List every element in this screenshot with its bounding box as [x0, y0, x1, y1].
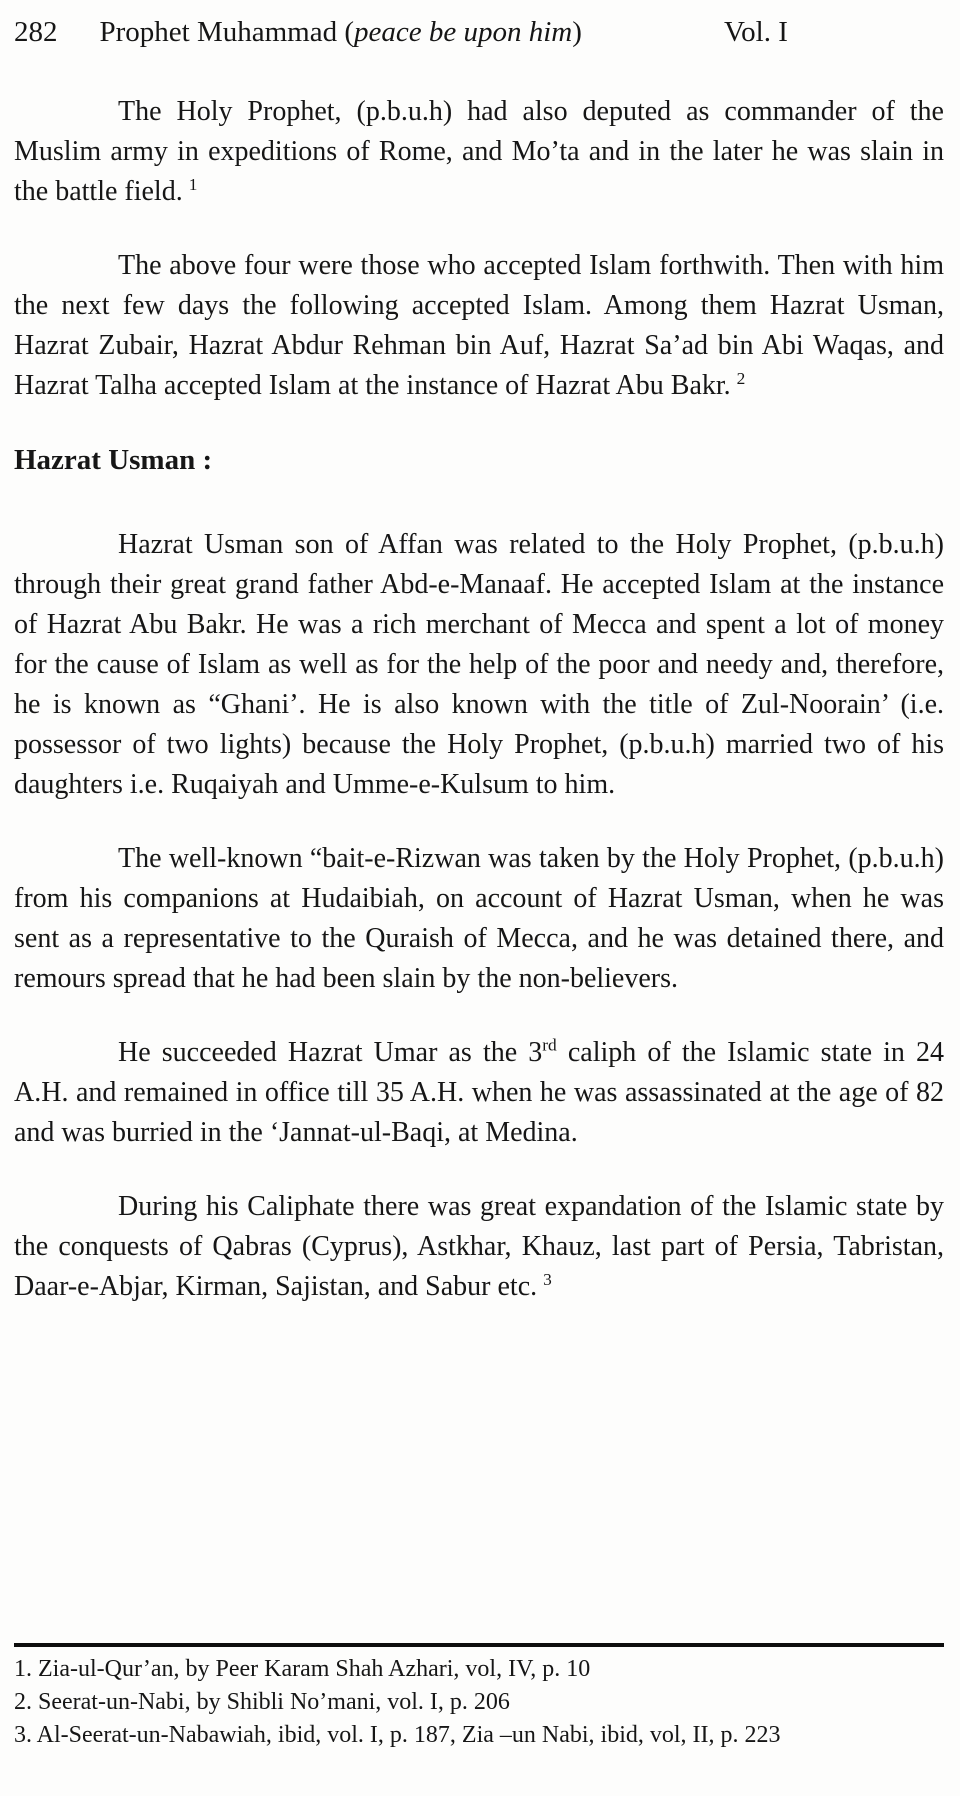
- paragraph-5-text-end: caliph of the Islamic state in 24 A.H. and remained in office till 35 A.H. when he was assassinated at the age of 82 and was burried in the ‘Jannat-ul-Baqi, at Medina.: [14, 1037, 945, 1148]
- paragraph-6: [14, 1187, 944, 1307]
- paragraph-5: [14, 1033, 944, 1153]
- running-header: [14, 12, 944, 52]
- footnote-3: 3. Al-Seerat-un-Nabawiah, ibid, vol. I, p. 187, Zia –un Nabi, ibid, vol, II, p. 223: [14, 1722, 781, 1748]
- footnote-1: 1. Zia-ul-Qur’an, by Peer Karam Shah Azhari, vol, IV, p. 10: [14, 1656, 591, 1682]
- paragraph-2-text: The above four were those who accepted Islam forthwith. Then with him the next few days the following accepted Islam. Among them Hazrat Usman, Hazrat Zubair, Hazrat Abdur Rehman bin Auf, Hazrat Sa’ad bin Abi Waqas, and Hazrat Talha accepted Islam at the instance of Hazrat Abu Bakr.: [14, 250, 944, 401]
- paragraph-3: Hazrat Usman son of Affan was related to the Holy Prophet, (p.b.u.h) through their great grand father Abd-e-Manaaf. He accepted Islam at the instance of Hazrat Abu Bakr. He was a rich merchant of Mecca and spent a lot of money for the cause of Islam as well as for the help of the poor and needy and, therefore, he is known as “Ghani’. He is also known with the title of Zul-Noorain’ (i.e. possessor of two lights) because the Holy Prophet, (p.b.u.h) married two of his daughters i.e. Ruqaiyah and Umme-e-Kulsum to him.: [14, 529, 944, 800]
- footnote-divider: [14, 1643, 944, 1647]
- footnote-2: 2. Seerat-un-Nabi, by Shibli No’mani, vol. I, p. 206: [14, 1689, 510, 1715]
- footnote-ref-1: 1: [188, 174, 198, 194]
- ordinal-suffix: rd: [542, 1035, 557, 1055]
- running-title-close: ): [572, 16, 582, 48]
- paragraph-5-text-start: He succeeded Hazrat Umar as the 3: [118, 1037, 543, 1068]
- page-body: [14, 52, 944, 1341]
- footnotes-section: [14, 1643, 944, 1752]
- running-title-text: Prophet Muhammad (: [99, 16, 355, 48]
- running-title-italic: peace be upon him: [354, 16, 573, 48]
- footnote-ref-3: 3: [543, 1269, 552, 1289]
- footnote-ref-2: 2: [736, 368, 746, 388]
- volume-label: Vol. I: [723, 16, 788, 48]
- paragraph-1: [14, 92, 944, 212]
- section-heading: Hazrat Usman :: [14, 444, 213, 476]
- paragraph-2: [14, 246, 944, 406]
- paragraph-6-text: During his Caliphate there was great expandation of the Islamic state by the conquests of Qabras (Cyprus), Astkhar, Khauz, last part of Persia, Tabristan, Daar-e-Abjar, Kirman, Sajistan, and Sabur etc.: [14, 1191, 944, 1302]
- paragraph-4: The well-known “bait-e-Rizwan was taken by the Holy Prophet, (p.b.u.h) from his companions at Hudaibiah, on account of Hazrat Usman, when he was sent as a representative to the Quraish of Mecca, and he was detained there, and remours spread that he had been slain by the non-believers.: [14, 843, 944, 994]
- paragraph-1-text: The Holy Prophet, (p.b.u.h) had also deputed as commander of the Muslim army in expeditions of Rome, and Mo’ta and in the later he was slain in the battle field.: [14, 96, 944, 207]
- running-title: [100, 12, 582, 52]
- page-number: 282: [14, 16, 58, 48]
